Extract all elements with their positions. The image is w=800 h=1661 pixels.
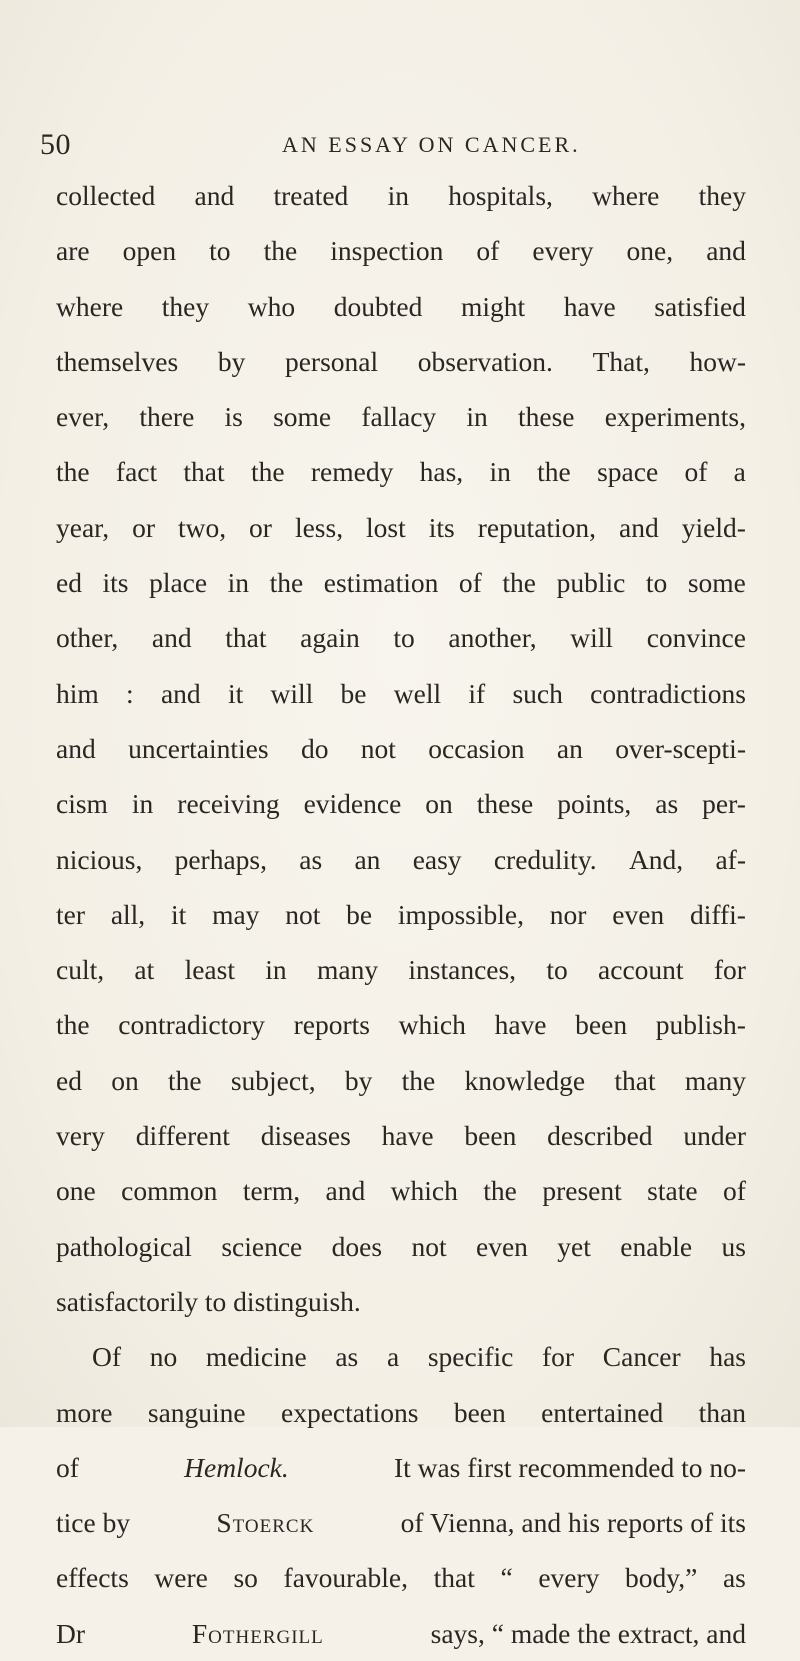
word: by: [344, 1064, 373, 1096]
word: its: [102, 567, 129, 599]
word: yield-: [681, 511, 746, 543]
line-24-after: It was first recommended to no-: [393, 1451, 746, 1483]
word: one: [56, 1175, 96, 1207]
text-line: [56, 279, 746, 334]
word: one,: [626, 235, 674, 267]
word: that: [183, 456, 225, 488]
word: a: [386, 1341, 400, 1373]
word: :: [126, 677, 134, 709]
word: has: [709, 1341, 746, 1373]
text-line: [56, 1385, 746, 1440]
word: on: [425, 788, 453, 820]
word: of: [458, 567, 482, 599]
text-line: [56, 444, 746, 499]
word: expectations: [281, 1396, 419, 1428]
text-line-favourable: [56, 1550, 746, 1605]
word: the: [483, 1175, 517, 1207]
text-line: [56, 721, 746, 776]
text-line: [56, 1053, 746, 1108]
word: and: [619, 511, 659, 543]
word: under: [683, 1120, 746, 1152]
line-24-before: of: [56, 1451, 79, 1483]
word: on: [111, 1064, 139, 1096]
word: subject,: [230, 1064, 316, 1096]
word: which: [390, 1175, 458, 1207]
word: in: [265, 954, 287, 986]
word: contradictory: [118, 1009, 265, 1041]
word: estimation: [323, 567, 439, 599]
word: And,: [628, 843, 684, 875]
text-line: [56, 666, 746, 721]
word: doubted: [333, 290, 423, 322]
word: so: [233, 1562, 258, 1594]
word: term,: [242, 1175, 301, 1207]
word: the: [56, 1009, 90, 1041]
word: all,: [110, 898, 146, 930]
word: of: [723, 1175, 746, 1207]
text-line: [56, 1108, 746, 1163]
word: personal: [284, 345, 379, 377]
word: less,: [294, 511, 344, 543]
word: uncertainties: [128, 732, 269, 764]
word: in: [227, 567, 250, 599]
word: credulity.: [493, 843, 597, 875]
word: and: [56, 732, 96, 764]
word: where: [56, 290, 124, 322]
word: That,: [592, 345, 650, 377]
word: as: [655, 788, 679, 820]
word: pathological: [56, 1230, 192, 1262]
word: may: [212, 898, 260, 930]
word: as: [335, 1341, 359, 1373]
word: cism: [56, 788, 108, 820]
word: diffi-: [689, 898, 746, 930]
word: an: [556, 732, 583, 764]
word: have: [563, 290, 616, 322]
word: has,: [419, 456, 464, 488]
word: observation.: [417, 345, 553, 377]
word: Cancer: [602, 1341, 681, 1373]
text-line-hemlock: [56, 1440, 746, 1495]
word: more: [56, 1396, 113, 1428]
word: treated: [273, 180, 349, 211]
word: who: [247, 290, 296, 322]
word: Of: [92, 1341, 122, 1373]
word: easy: [412, 843, 462, 875]
word: than: [698, 1396, 746, 1428]
running-title: AN ESSAY ON CANCER.: [282, 132, 581, 157]
word: another,: [448, 622, 537, 654]
word: and: [194, 180, 235, 211]
line-25-after: of Vienna, and his reports of its: [400, 1507, 746, 1539]
word: no: [149, 1341, 178, 1373]
word: reports: [293, 1009, 370, 1041]
word: even: [475, 1230, 528, 1262]
word: been: [575, 1009, 628, 1041]
fothergill-name: Fothergill: [191, 1617, 324, 1649]
word: the: [401, 1064, 436, 1096]
word: satisfied: [654, 290, 746, 322]
word: an: [354, 843, 381, 875]
word: different: [135, 1120, 230, 1152]
word: that: [433, 1562, 475, 1594]
word: af-: [715, 843, 746, 875]
word: lost: [366, 511, 406, 543]
word: body,”: [625, 1562, 698, 1594]
word: in: [131, 788, 154, 820]
word: very: [56, 1120, 105, 1152]
word: nicious,: [56, 843, 143, 875]
word: these: [517, 401, 575, 433]
word: will: [570, 622, 614, 654]
word: instances,: [408, 954, 517, 986]
text-line: [56, 610, 746, 665]
word: been: [453, 1396, 506, 1428]
word: many: [316, 954, 379, 986]
text-line: [56, 500, 746, 555]
hemlock-italic: Hemlock.: [184, 1451, 289, 1483]
word: for: [713, 954, 746, 986]
word: do: [300, 732, 329, 764]
word: per-: [702, 788, 746, 820]
word: yet: [557, 1230, 591, 1262]
word: for: [542, 1341, 575, 1373]
word: specific: [427, 1341, 514, 1373]
word: the: [167, 1064, 202, 1096]
text-line: [56, 168, 746, 223]
word: remedy: [310, 456, 394, 488]
word: in: [387, 180, 409, 211]
text-line: [56, 223, 746, 278]
word: state: [647, 1175, 698, 1207]
word: fact: [115, 456, 158, 488]
word: to: [209, 235, 231, 267]
word: have: [381, 1120, 434, 1152]
word: a: [733, 456, 746, 488]
word: be: [346, 898, 373, 930]
word: been: [464, 1120, 517, 1152]
word: have: [494, 1009, 547, 1041]
word: at: [134, 954, 155, 986]
word: favourable,: [283, 1562, 408, 1594]
word: many: [684, 1064, 746, 1096]
text-line: [56, 776, 746, 831]
word: and: [706, 235, 746, 267]
word: that: [614, 1064, 656, 1096]
word: were: [154, 1562, 208, 1594]
text-line: [56, 555, 746, 610]
word: science: [221, 1230, 303, 1262]
word: fallacy: [361, 401, 437, 433]
word: him: [56, 677, 99, 709]
word: as: [299, 843, 323, 875]
word: enable: [620, 1230, 693, 1262]
word: which: [398, 1009, 466, 1041]
text-line: [56, 1219, 746, 1274]
word: some: [687, 567, 746, 599]
word: and: [160, 677, 201, 709]
word: ever,: [56, 401, 110, 433]
word: it: [170, 898, 187, 930]
word: space: [597, 456, 659, 488]
word: every: [538, 1562, 600, 1594]
word: or: [249, 511, 272, 543]
text-line: [56, 887, 746, 942]
word: ed: [56, 567, 82, 599]
word: how-: [689, 345, 746, 377]
word: the: [263, 235, 298, 267]
word: these: [476, 788, 534, 820]
word: where: [592, 180, 660, 211]
text-line-paragraph-start: [56, 1329, 746, 1384]
word: points,: [557, 788, 632, 820]
word: contradictions: [590, 677, 746, 709]
word: some: [273, 401, 332, 433]
word: common: [121, 1175, 218, 1207]
word: open: [122, 235, 177, 267]
word: not: [360, 732, 396, 764]
word: entertained: [541, 1396, 664, 1428]
word: ed: [56, 1064, 82, 1096]
word: it: [227, 677, 244, 709]
word: to: [393, 622, 415, 654]
word: is: [224, 401, 243, 433]
running-head: [0, 128, 800, 168]
text-line: [56, 832, 746, 887]
word: to: [546, 954, 568, 986]
stoerck-name: Stoerck: [216, 1507, 315, 1539]
word: well: [393, 677, 442, 709]
word: experiments,: [604, 401, 746, 433]
word: knowledge: [464, 1064, 586, 1096]
word: cult,: [56, 954, 105, 986]
word: place: [149, 567, 208, 599]
word: publish-: [655, 1009, 746, 1041]
text-line: [56, 334, 746, 389]
word: collected: [56, 180, 156, 211]
line-25-before: tice by: [56, 1507, 131, 1539]
text-line: [56, 1163, 746, 1218]
word: us: [721, 1230, 746, 1262]
word: impossible,: [397, 898, 524, 930]
word: they: [698, 180, 746, 211]
word: does: [331, 1230, 383, 1262]
word: described: [547, 1120, 653, 1152]
word: such: [512, 677, 563, 709]
word: and: [151, 622, 192, 654]
word: will: [270, 677, 314, 709]
word: account: [598, 954, 684, 986]
word: medicine: [205, 1341, 307, 1373]
word: themselves: [56, 345, 179, 377]
word: of: [476, 235, 500, 267]
word: nor: [549, 898, 587, 930]
word: reputation,: [477, 511, 597, 543]
word: to: [645, 567, 668, 599]
text-line-paragraph-end: satisfactorily to distinguish.: [56, 1285, 361, 1317]
word: might: [460, 290, 526, 322]
word: be: [340, 677, 367, 709]
word: in: [466, 401, 488, 433]
page-number: 50: [40, 128, 71, 161]
word: that: [225, 622, 267, 654]
word: two,: [177, 511, 227, 543]
text-line: [56, 997, 746, 1052]
word: the: [502, 567, 537, 599]
word: by: [217, 345, 246, 377]
word: again: [300, 622, 360, 654]
word: year,: [56, 511, 110, 543]
word: public: [556, 567, 626, 599]
word: least: [184, 954, 235, 986]
word: of: [684, 456, 708, 488]
word: present: [542, 1175, 622, 1207]
word: are: [56, 235, 90, 267]
text-line: [56, 942, 746, 997]
word: the: [537, 456, 571, 488]
word: the: [269, 567, 304, 599]
word: or: [132, 511, 155, 543]
text-line: [56, 389, 746, 444]
word: the: [56, 456, 90, 488]
line-27-after: says, “ made the extract, and: [430, 1617, 746, 1649]
word: hospitals,: [448, 180, 553, 211]
word: “: [500, 1562, 513, 1594]
text-line-fothergill: [56, 1606, 746, 1661]
word: not: [411, 1230, 447, 1262]
word: there: [139, 401, 195, 433]
word: its: [428, 511, 455, 543]
word: if: [468, 677, 486, 709]
word: they: [161, 290, 210, 322]
word: ter: [56, 898, 86, 930]
word: receiving: [177, 788, 280, 820]
word: evidence: [303, 788, 402, 820]
word: occasion: [428, 732, 525, 764]
word: not: [285, 898, 321, 930]
word: even: [612, 898, 665, 930]
word: sanguine: [147, 1396, 246, 1428]
word: in: [489, 456, 511, 488]
word: and: [325, 1175, 366, 1207]
word: as: [722, 1562, 746, 1594]
word: convince: [646, 622, 746, 654]
word: inspection: [330, 235, 444, 267]
text-line-stoerck: [56, 1495, 746, 1550]
line-27-before: Dr: [56, 1617, 86, 1649]
body-text: [56, 168, 746, 1661]
word: effects: [56, 1562, 129, 1594]
word: other,: [56, 622, 119, 654]
word: the: [250, 456, 285, 488]
word: over-scepti-: [615, 732, 746, 764]
word: every: [532, 235, 594, 267]
word: perhaps,: [174, 843, 267, 875]
word: diseases: [260, 1120, 351, 1152]
